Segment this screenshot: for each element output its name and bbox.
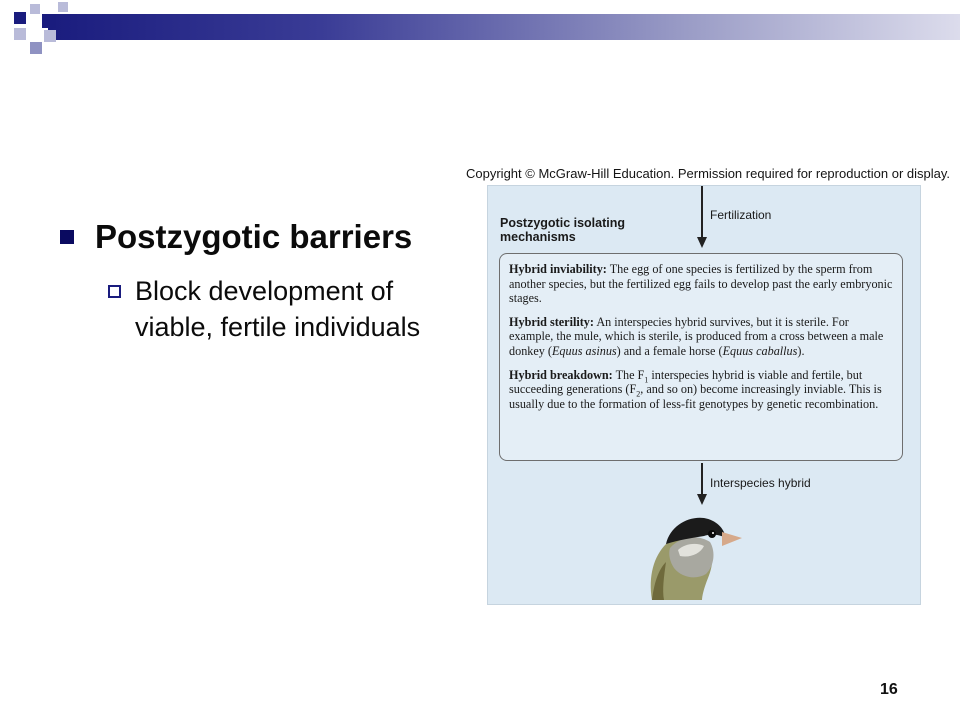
decor-square bbox=[30, 4, 40, 14]
arrow-head-icon bbox=[697, 237, 707, 248]
slide-title: Postzygotic barriers bbox=[95, 218, 413, 255]
interspecies-hybrid-label: Interspecies hybrid bbox=[710, 476, 811, 490]
square-bullet-icon bbox=[60, 230, 74, 244]
fertilization-label: Fertilization bbox=[710, 208, 772, 222]
hybrid-breakdown: Hybrid breakdown: The $F_1$ interspecies hybrid is viable and fertile, but succeeding generations ($F_2$, and so on) become increasingly inviable. This is usually due to the formation of less-fit genotypes by genetic recombination. bbox=[509, 367, 882, 411]
sub-bullet bbox=[108, 273, 453, 345]
decor-square bbox=[58, 2, 68, 12]
main-bullet bbox=[60, 218, 460, 256]
sub-bullet-text: Block development of viable, fertile individuals bbox=[135, 276, 421, 342]
fertilization-arrow-icon bbox=[701, 186, 703, 238]
hybrid-arrow-icon bbox=[701, 463, 703, 495]
decor-square bbox=[44, 30, 56, 42]
hybrid-inviability: Hybrid inviability: The egg of one species is fertilized by the sperm from another species, but the fertilized egg fails to develop past the early embryonic stages. bbox=[509, 262, 893, 306]
page-number: 16 bbox=[880, 681, 898, 698]
hollow-square-bullet-icon bbox=[108, 285, 121, 298]
decor-square bbox=[14, 12, 26, 24]
figure-heading: Postzygotic isolating mechanisms bbox=[500, 216, 626, 244]
hybrid-sterility: Hybrid sterility: An interspecies hybrid survives, but it is sterile. For example, the mule, which is sterile, is produced from a cross between a male donkey (Equus asinus) and a female horse (Equus caballus). bbox=[509, 314, 884, 358]
postzygotic-figure bbox=[488, 186, 920, 604]
decor-square bbox=[14, 28, 26, 40]
finch-hybrid-icon bbox=[644, 504, 754, 600]
mechanisms-box bbox=[499, 253, 903, 461]
decor-square bbox=[30, 42, 42, 54]
header-banner bbox=[48, 14, 960, 40]
decor-square bbox=[42, 14, 56, 28]
figure-copyright: Copyright © McGraw-Hill Education. Permission required for reproduction or display. bbox=[466, 166, 951, 181]
